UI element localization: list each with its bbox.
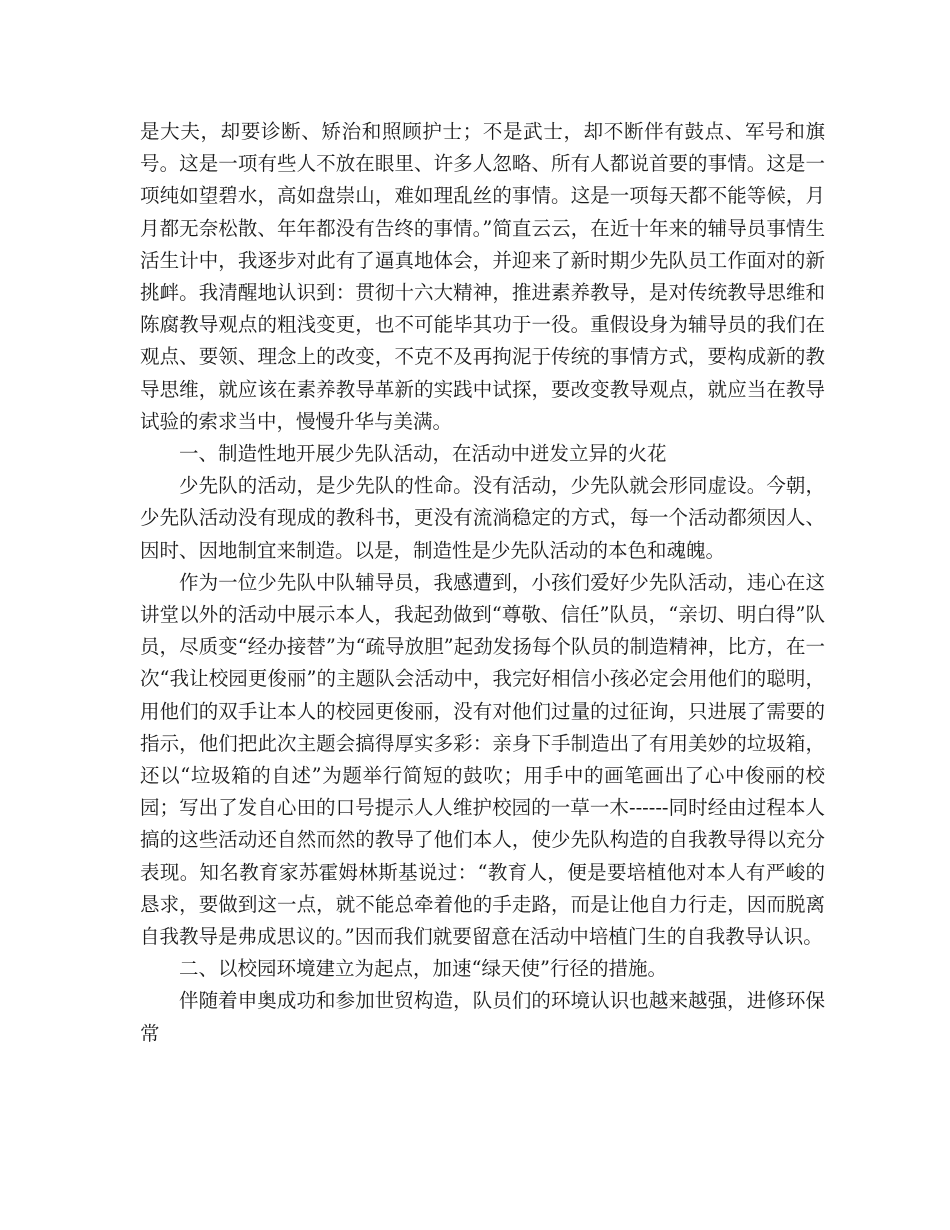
document-body bbox=[140, 116, 825, 1050]
paragraph-intro-continued: 是大夫，却要诊断、矫治和照顾护士；不是武士，却不断伴有鼓点、军号和旗号。这是一项有些人不放在眼里、许多人忽略、所有人都说首要的事情。这是一项纯如望碧水，高如盘崇山，难如理乱丝的事情。这是一项每天都不能等候，月月都无奈松散、年年都没有告终的事情。”简直云云，在近十年来的辅导员事情生活生计中，我逐步对此有了逼真地体会，并迎来了新时期少先队员工作面对的新挑衅。我清醒地认识到：贯彻十六大精神，推进素养教导，是对传统教导思维和陈腐教导观点的粗浅变更，也不可能毕其功于一役。重假设身为辅导员的我们在观点、要领、理念上的改变，不克不及再拘泥于传统的事情方式，要构成新的教导思维，就应该在素养教导革新的实践中试探，要改变教导观点，就应当在教导试验的索求当中，慢慢升华与美满。 bbox=[140, 120, 825, 433]
paragraph-activities: 少先队的活动，是少先队的性命。没有活动，少先队就会形同虚设。今朝，少先队活动没有现成的教科书，更没有流淌稳定的方式，每一个活动都须因人、因时、因地制宜来制造。以是，制造性是少先队活动的本色和魂魄。 bbox=[140, 474, 825, 562]
section-heading-2: 二、以校园环境建立为起点，加速“绿天使”行径的措施。 bbox=[179, 957, 667, 981]
paragraph-counselor-experience: 作为一位少先队中队辅导员，我感遭到，小孩们爱好少先队活动，违心在这讲堂以外的活动中展示本人，我起劲做到“尊敬、信任”队员，“亲切、明白得”队员，尽质变“经办接替”为“疏导放胆”起劲发扬每个队员的制造精神，比方，在一次“我让校园更俊丽”的主题队会活动中，我完好相信小孩必定会用他们的聪明，用他们的双手让本人的校园更俊丽，没有对他们过量的过征询，只进展了需要的指示，他们把此次主题会搞得厚实多彩：亲身下手制造出了有用美妙的垃圾箱，还以“垃圾箱的自述”为题举行简短的鼓吹；用手中的画笔画出了心中俊丽的校园；写出了发自心田的口号提示人人维护校园的一草一木------同时经由过程本人搞的这些活动还自然而然的教导了他们本人，使少先队构造的自我教导得以充分表现。知名教育家苏霍姆林斯基说过：“教育人，便是要培植他对本人有严峻的恳求，要做到这一点，就不能总牵着他的手走路，而是让他自力行走，因而脱离自我教导是弗成思议的。”因而我们就要留意在活动中培植门生的自我教导认识。 bbox=[140, 570, 825, 949]
paragraph-environment: 伴随着申奥成功和参加世贸构造，队员们的环境认识也越来越强，进修环保常 bbox=[140, 989, 825, 1045]
section-heading-1: 一、制造性地开展少先队活动，在活动中迸发立异的火花 bbox=[179, 442, 667, 466]
